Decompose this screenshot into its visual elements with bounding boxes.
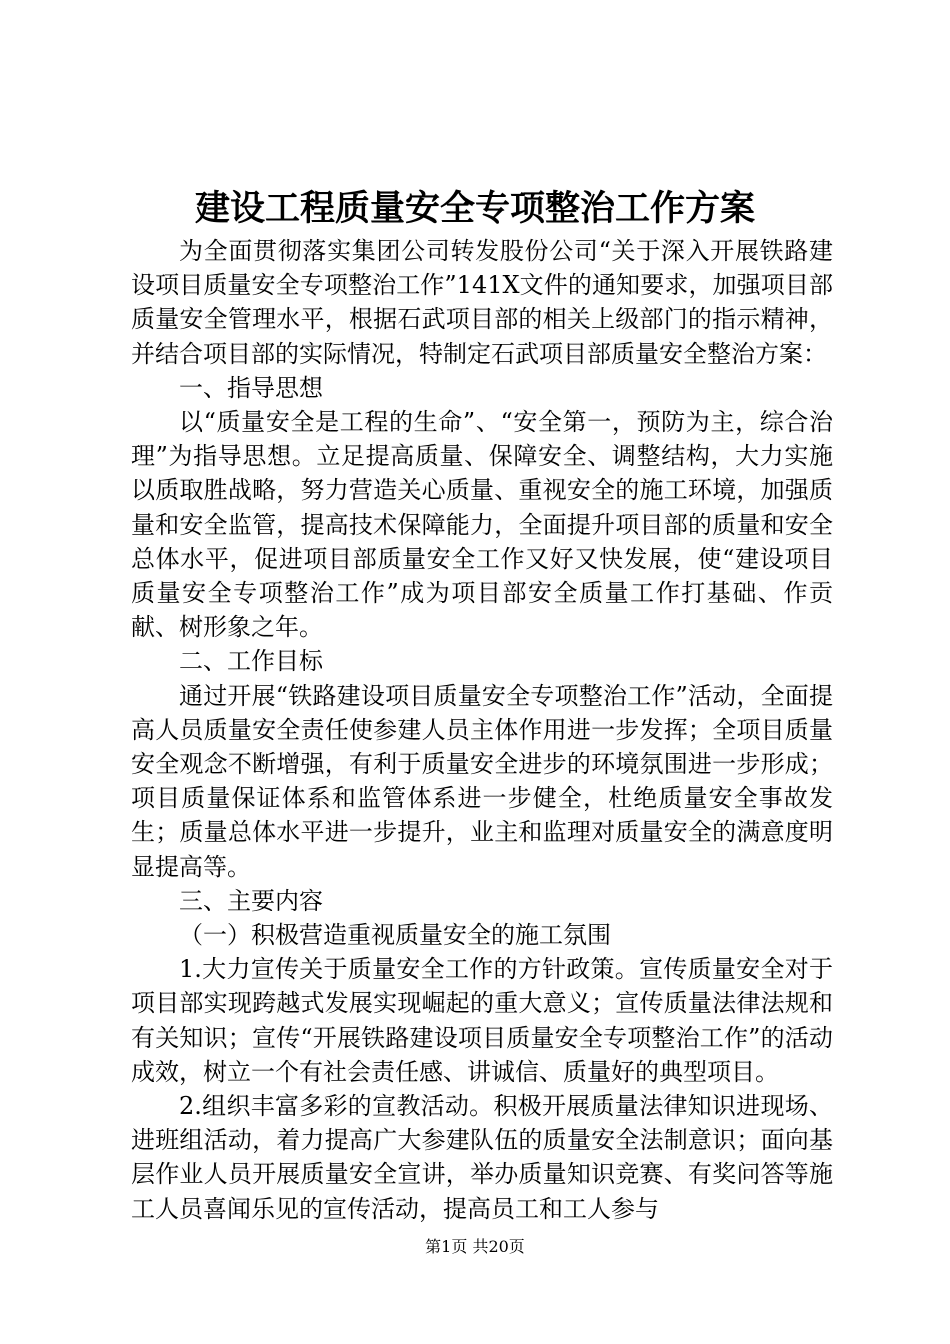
paragraph-item-2: 2.组织丰富多彩的宣教活动。积极开展质量法律知识进现场、进班组活动，着力提高广大参建队伍的质量安全法制意识；面向基层作业人员开展质量安全宣讲，举办质量知识竞赛、有奖问答等施工人员喜闻乐见的宣传活动，提高员工和工人参与	[131, 1092, 833, 1223]
section-heading-main-content: 三、主要内容	[179, 886, 323, 915]
section-heading-guiding-ideology: 一、指导思想	[179, 373, 323, 402]
paragraph-intro: 为全面贯彻落实集团公司转发股份公司“关于深入开展铁路建设项目质量安全专项整治工作”141X文件的通知要求，加强项目部质量安全管理水平，根据石武项目部的相关上级部门的指示精神，并结合项目部的实际情况，特制定石武项目部质量安全整治方案：	[131, 237, 833, 368]
subsection-heading-atmosphere: （一）积极营造重视质量安全的施工氛围	[179, 921, 611, 950]
document-title: 建设工程质量安全专项整治工作方案	[194, 188, 755, 229]
page-footer: 第1页 共20页	[425, 1237, 525, 1256]
paragraph-item-1: 1.大力宣传关于质量安全工作的方针政策。宣传质量安全对于项目部实现跨越式发展实现崛起的重大意义；宣传质量法律法规和有关知识；宣传“开展铁路建设项目质量安全专项整治工作”的活动成效，树立一个有社会责任感、讲诚信、质量好的典型项目。	[131, 955, 833, 1086]
section-heading-work-goals: 二、工作目标	[179, 647, 323, 676]
paragraph-guiding-ideology: 以“质量安全是工程的生命”、“安全第一，预防为主，综合治理”为指导思想。立足提高质量、保障安全、调整结构，大力实施以质取胜战略，努力营造关心质量、重视安全的施工环境，加强质量和安全监管，提高技术保障能力，全面提升项目部的质量和安全总体水平，促进项目部质量安全工作又好又快发展，使“建设项目质量安全专项整治工作”成为项目部安全质量工作打基础、作贡献、树形象之年。	[131, 408, 833, 642]
paragraph-work-goals: 通过开展“铁路建设项目质量安全专项整治工作”活动，全面提高人员质量安全责任使参建人员主体作用进一步发挥；全项目质量安全观念不断增强，有利于质量安全进步的环境氛围进一步形成；项目质量保证体系和监管体系进一步健全，杜绝质量安全事故发生；质量总体水平进一步提升，业主和监理对质量安全的满意度明显提高等。	[131, 681, 833, 881]
document-body	[131, 234, 833, 1226]
